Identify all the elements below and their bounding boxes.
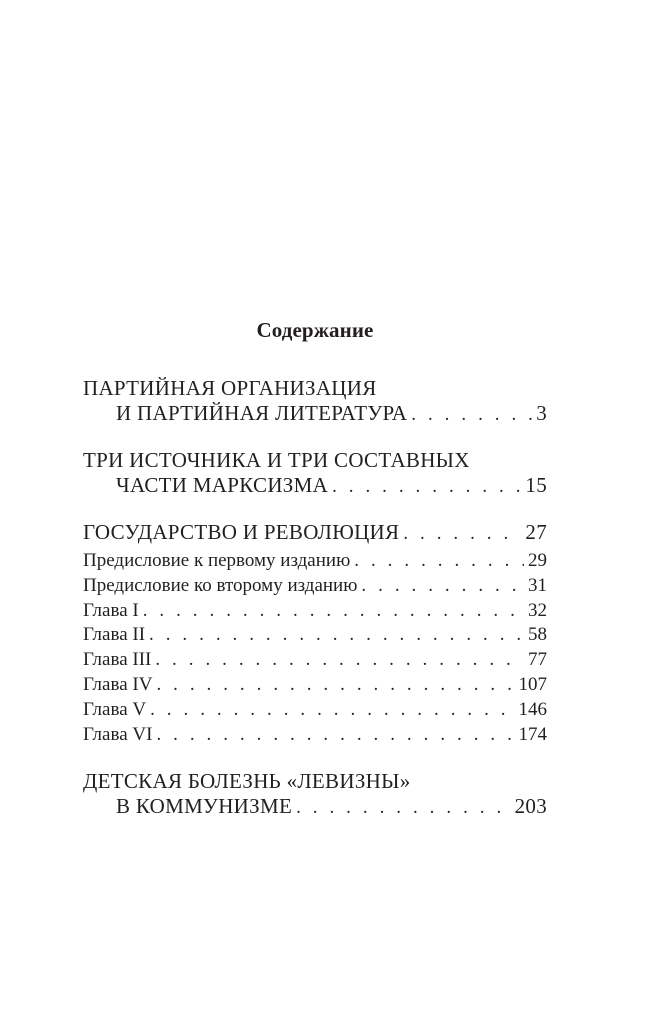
toc-subentry[interactable] (83, 648, 547, 673)
page-number: 27 (525, 520, 547, 544)
toc-subentry[interactable] (83, 723, 547, 748)
toc-subentry[interactable] (83, 673, 547, 698)
dot-leader (156, 673, 514, 698)
page-number: 77 (528, 649, 547, 671)
dot-leader (155, 648, 524, 673)
subentry-label: Предисловие ко второму изданию (83, 574, 358, 596)
dot-leader (296, 795, 511, 820)
toc-entry-line: В КОММУНИЗМЕ (116, 794, 293, 819)
subentry-label: Глава II (83, 624, 146, 646)
subentry-label: Глава V (83, 698, 147, 720)
subentry-label: Глава VI (83, 723, 153, 745)
page-number: 146 (518, 698, 547, 720)
page-number: 29 (528, 550, 547, 571)
dot-leader (361, 574, 524, 599)
toc-entry-line: ДЕТСКАЯ БОЛЕЗНЬ «ЛЕВИЗНЫ» (83, 769, 411, 794)
page-number: 3 (536, 401, 547, 425)
toc-title: Содержание (256, 318, 374, 342)
page-number: 174 (518, 723, 547, 745)
page-number: 32 (528, 599, 547, 621)
page-number: 15 (525, 473, 547, 497)
toc-entry-line: ТРИ ИСТОЧНИКА И ТРИ СОСТАВНЫХ (83, 448, 470, 472)
page-number: 203 (514, 794, 547, 819)
dot-leader (143, 599, 524, 624)
toc-entry-line: ПАРТИЙНАЯ ОРГАНИЗАЦИЯ (83, 376, 377, 400)
dot-leader (150, 698, 514, 723)
subentry-label: Глава I (83, 599, 139, 621)
subentry-label: Глава IV (83, 673, 153, 695)
dot-leader (411, 402, 532, 427)
toc-subentry[interactable] (83, 698, 547, 723)
toc-subentry[interactable] (83, 599, 547, 624)
toc-entry-line: ЧАСТИ МАРКСИЗМА (116, 473, 329, 497)
toc-subentries (83, 549, 547, 747)
toc-subentry[interactable] (83, 549, 547, 574)
subentry-label: Предисловие к первому изданию (83, 550, 351, 571)
toc-entry-party-organization[interactable] (83, 376, 547, 426)
toc-entry-state-and-revolution[interactable] (83, 520, 547, 545)
dot-leader (332, 474, 521, 499)
toc-subentry[interactable] (83, 574, 547, 599)
dot-leader (156, 723, 514, 748)
toc-entry-left-wing-communism[interactable] (83, 769, 547, 819)
toc-subentry[interactable] (83, 623, 547, 648)
page-number: 107 (518, 673, 547, 695)
dot-leader (403, 521, 521, 546)
page-number: 58 (528, 624, 547, 646)
toc-entry-line: И ПАРТИЙНАЯ ЛИТЕРАТУРА (116, 401, 408, 425)
subentry-label: Глава III (83, 649, 152, 671)
page-number: 31 (528, 574, 547, 596)
dot-leader (354, 549, 524, 574)
table-of-contents (83, 318, 547, 841)
dot-leader (149, 623, 524, 648)
toc-entry-line: ГОСУДАРСТВО И РЕВОЛЮЦИЯ (83, 520, 400, 544)
toc-entry-three-sources[interactable] (83, 448, 547, 498)
